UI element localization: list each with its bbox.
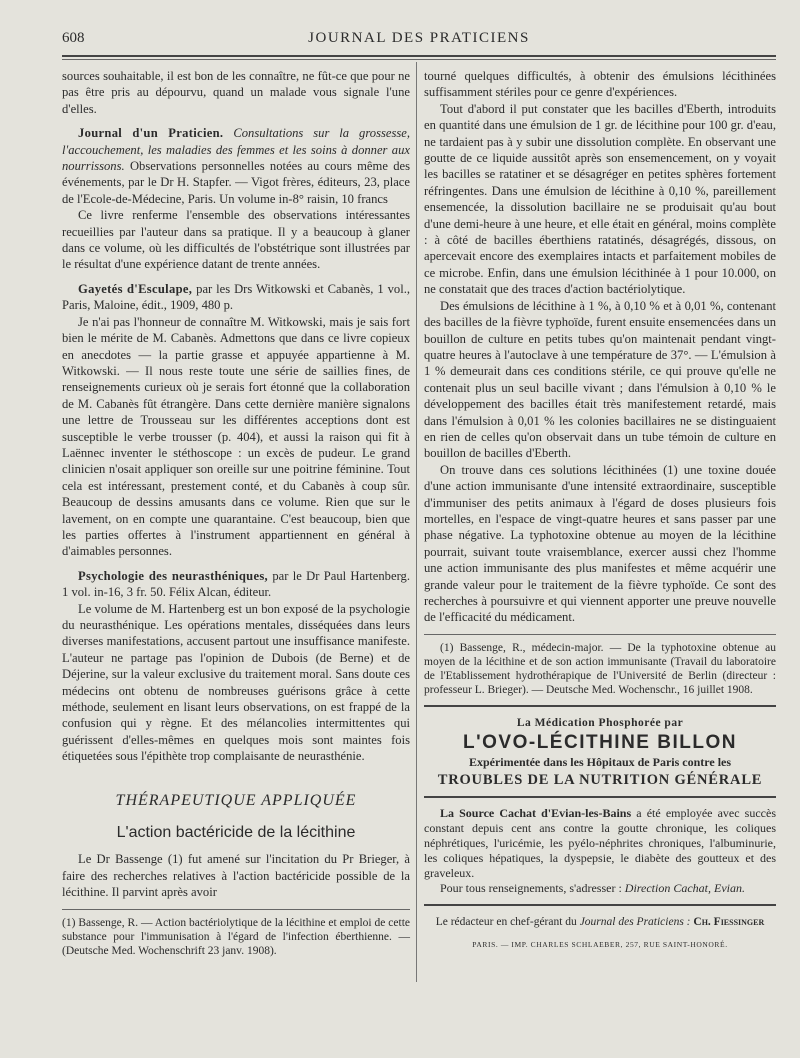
review-body: Le volume de M. Hartenberg est un bon exposé de la psychologie du neurasthénique. Les opérations mentales, disséquées dans leurs diverses manifestations, accusent partout une insuffisance manifeste. L'auteur ne partage pas l'opinion de Dubois (de Berne) et de Déjerine, sur la valeur exclusive du traitement moral. Sans doute ces médecins ont obtenu de nombreuses guérisons grâce à cette méthode, seulement en lisant leurs observations, on est frappé de la confusion qui y règne. Et des mélancolies intermittentes qui guérissent d'elles-mêmes en quelques mois sont maintes fois étiquetées sous l'épithète trop complaisante de neurasthénie.	[62, 601, 410, 764]
review-meta: par le Dr Paul Hartenberg. 1 vol. in-16, 3 fr. 50. Félix Alcan, éditeur.	[62, 568, 410, 600]
left-column	[62, 68, 410, 958]
article-paragraph: Des émulsions de lécithine à 1 %, à 0,10 % et à 0,01 %, contenant des bacilles de la fièvre typhoïde, furent ensuite ensemencées dans un bouillon de culture en petits tubes qu'on maintenait pendant vingt-quatre heures à l'autoclave à une température de 37°. — L'émulsion à 1 % demeurait dans ces conditions stérile, ce qui prouve qu'elle ne contenait plus un seul bacille vivant ; dans l'émulsion à 0,10 % le développement des bacilles était très manifestement retardé, mais dans l'émulsion à 0,01 % les colonies bacillaires ne se distinguaient en rien de celles qu'on observait dans un tube témoin de culture en bouillon de bacilles d'Eberth.	[424, 298, 776, 461]
article-paragraph: tourné quelques difficultés, à obtenir des émulsions lécithinées suffisamment stériles pour ce genre d'expériences.	[424, 69, 776, 100]
column-divider	[416, 62, 417, 982]
page-header	[62, 30, 776, 54]
cachat-contact-label: Pour tous renseignements, s'adresser :	[440, 881, 622, 896]
review-title: Journal d'un Praticien.	[78, 126, 224, 141]
header-rule	[62, 55, 776, 57]
article-paragraph: Le Dr Bassenge (1) fut amené sur l'incitation du Pr Brieger, à faire des recherches relatives à l'action bactéricide possible de la lécithine. Il parvint après avoir	[62, 852, 410, 900]
editor-journal: Journal des Praticiens :	[579, 916, 691, 929]
advert-line: TROUBLES DE LA NUTRITION GÉNÉRALE	[437, 772, 763, 789]
article-paragraph: Tout d'abord il put constater que les bacilles d'Eberth, introduits en quantité dans une émulsion de 1 gr. de lécithine pour 100 gr. d'eau, ne tardaient pas à y subir une dissolution complète. En observant une goutte de ce liquide aussitôt après son ensemencement, on y voyait les bacilles se ratatiner et se désagréger en petites sphères fortement réfringentes. Dans une émulsion de lécithine à 0,10 %, pareillement ensemencée, la dissolution bacillaire ne se produisait qu'au bout d'une demi-heure à une heure, et elle était en général, moins complète : à côté de bacilles éberthiens ratatinés, désagrégés, dissous, on apercevait encore des exemplaires intacts et parfaitement mobiles de ce microbe. Enfin, dans une émulsion lécithinée à 1 pour 10.000, on ne constatait que des traces d'action bactériolytique.	[424, 101, 776, 297]
journal-title: JOURNAL DES PRATICIENS	[308, 30, 530, 46]
review-body: Ce livre renferme l'ensemble des observations intéressantes recueillies par l'auteur dans sa pratique. Il y a beaucoup à glaner dans ce volume, où les difficultés de l'obstétrique sont illustrées par le résultat d'une expérience datant de trente années.	[62, 208, 410, 272]
review-title: Gayetés d'Esculape,	[78, 281, 193, 296]
advert-line: La Médication Phosphorée par	[516, 716, 684, 729]
article-paragraph: On trouve dans ces solutions lécithinées (1) une toxine douée d'une action immunisante d'une intensité extraordinaire, susceptible d'immuniser des petits animaux à l'égard de doses plusieurs fois mortelles, en l'espace de vingt-quatre heures et sans passer par une phase négative. La typhotoxine obtenue au moyen de la lécithine pourrait, suivant toute vraisemblance, exercer aussi chez l'homme une action immunisante des plus manifestes et même acquérir une grande valeur pour le traitement de la fièvre typhoïde. Ce sont des recherches à poursuivre et qui viennent apporter une preuve nouvelle de l'efficacité du médicament.	[424, 462, 776, 625]
review-title: Psychologie des neurasthéniques,	[78, 568, 269, 583]
advert-ovo-lecithine	[424, 715, 776, 789]
editor-rule	[424, 904, 776, 906]
footnote: (1) Bassenge, R. — Action bactériolytique de la lécithine et emploi de cette substance pour l'immunisation à l'égard de l'infection éberthienne. — (Deutsche Med. Wochenschrift 23 janv. 1908).	[62, 916, 410, 957]
header-rule-thin	[62, 59, 776, 60]
section-title: THÉRAPEUTIQUE APPLIQUÉE	[115, 791, 357, 809]
cachat-contact-line	[424, 881, 776, 896]
footnote-rule	[424, 634, 776, 635]
review-body: Je n'ai pas l'honneur de connaître M. Witkowski, mais je sais fort bien le mérite de M. Cabanès. Admettons que dans ce livre copieux en anecdotes — la partie grasse et appuyée appartienne à M. Witkowski. — Il nous reste toute une série de saillies fines, de renseignements curieux où je serais fort étonné que la collaboration de M. Cabanès fût étrangère. Dans cette dernière manière signalons une lettre de Trousseau sur les différentes acceptions dont est susceptible le verbe trousser (p. 404), et aussi la raison qui fit à Laënnec inventer le stéthoscope : un excès de pudeur. Le grand clinicien n'osait appliquer son oreille sur une poitrine féminine. Tout cela est intéressant, prestement conté, et du Cabanès à coup sûr. Beaucoup de dessins amusants dans ce volume. Rien que sur le lavement, on en compte une quarantaine. C'est beaucoup, bien que les parties offertes à l'instrument appartiennent en général à d'aimables personnes.	[62, 314, 410, 559]
editor-label: Le rédacteur en chef-gérant du	[435, 916, 577, 929]
cachat-text: a été employée avec succès constant depuis cent ans contre la goutte chronique, les coliques néphrétiques, l'uricémie, les pyélo-néphrites chroniques, l'albuminurie, les coliques hépatiques, la dyspepsie, le diabète des goutteux et des graveleux.	[424, 806, 776, 881]
review-gayetes	[62, 281, 410, 314]
review-journal-praticien	[62, 125, 410, 207]
editor-name: Ch. Fiessinger	[693, 916, 765, 929]
cachat-lead: La Source Cachat d'Evian-les-Bains	[440, 806, 632, 821]
advert-line: Expérimentée dans les Hôpitaux de Paris contre les	[468, 754, 732, 769]
intro-paragraph: sources souhaitable, il est bon de les connaître, ne fût-ce que pour ne pas être pris au dépourvu, quand un malade vous signale l'une d'elles.	[62, 69, 410, 116]
cachat-contact: Direction Cachat, Evian.	[624, 881, 745, 896]
advert-rule	[424, 796, 776, 798]
review-subtitle: Consultations sur la grossesse, l'accouchement, les maladies des femmes et les soins à donner aux nourrissons.	[62, 126, 410, 174]
review-psychologie	[62, 568, 410, 601]
advert-rule	[424, 705, 776, 707]
footnote: (1) Bassenge, R., médecin-major. — De la typhotoxine obtenue au moyen de la lécithine et de son action immunisante (Travail du laboratoire de l'Etablissement hydrothérapique de l'Université de Berlin (directeur : professeur L. Brieger). — Deutsche Med. Wochenschr., 16 juillet 1908.	[424, 641, 776, 696]
page-number: 608	[62, 30, 85, 46]
article-title: L'action bactéricide de la lécithine	[116, 824, 356, 842]
advert-brand: L'OVO-LÉCITHINE BILLON	[463, 732, 737, 754]
review-meta: Observations personnelles notées au cours même des événements, par le Dr H. Stapfer. — Vigot frères, éditeurs, 23, place de l'Ecole-de-Médecine, Paris. Un volume in-8° raisin, 10 francs	[62, 159, 410, 206]
editor-line	[424, 914, 776, 930]
right-column	[424, 68, 776, 953]
footnote-rule	[62, 909, 410, 910]
imprint: PARIS. — IMP. CHARLES SCHLAEBER, 257, RUE SAINT-HONORÉ.	[472, 939, 728, 949]
review-meta: par les Drs Witkowski et Cabanès, 1 vol., Paris, Maloine, édit., 1909, 480 p.	[62, 281, 410, 313]
advert-cachat	[424, 806, 776, 881]
